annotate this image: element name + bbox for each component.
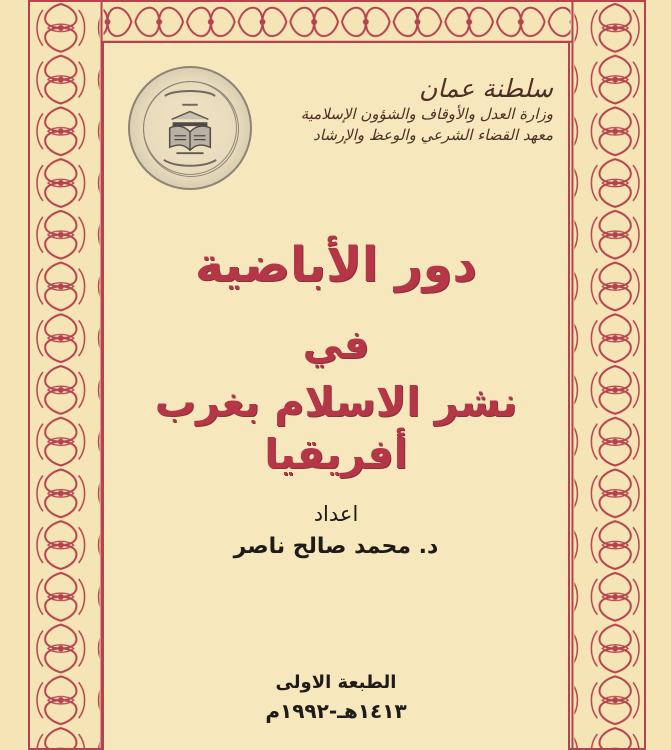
book-title-line-3: نشر الاسلام بغرب أفريقيا [154,378,518,478]
country-name: سلطنة عمان [419,74,553,103]
institute-name: معهد القضاء الشرعي والوعظ والإرشاد [313,126,553,144]
edition-label: الطبعة الاولى [275,672,397,693]
ministry-header [293,74,553,146]
author-name: د. محمد صالح ناصر [233,534,439,559]
edition-year: ١٤١٣هـ-١٩٩٢م [265,699,407,723]
book-icon [130,68,250,188]
institution-seal [128,66,252,190]
ministry-name: وزارة العدل والأوقاف والشؤون الإسلامية [300,105,553,123]
prepared-by-label: اعداد [313,502,359,526]
book-title-line-1: دور الأباضية [194,237,478,293]
book-title-line-2: في [302,322,370,368]
